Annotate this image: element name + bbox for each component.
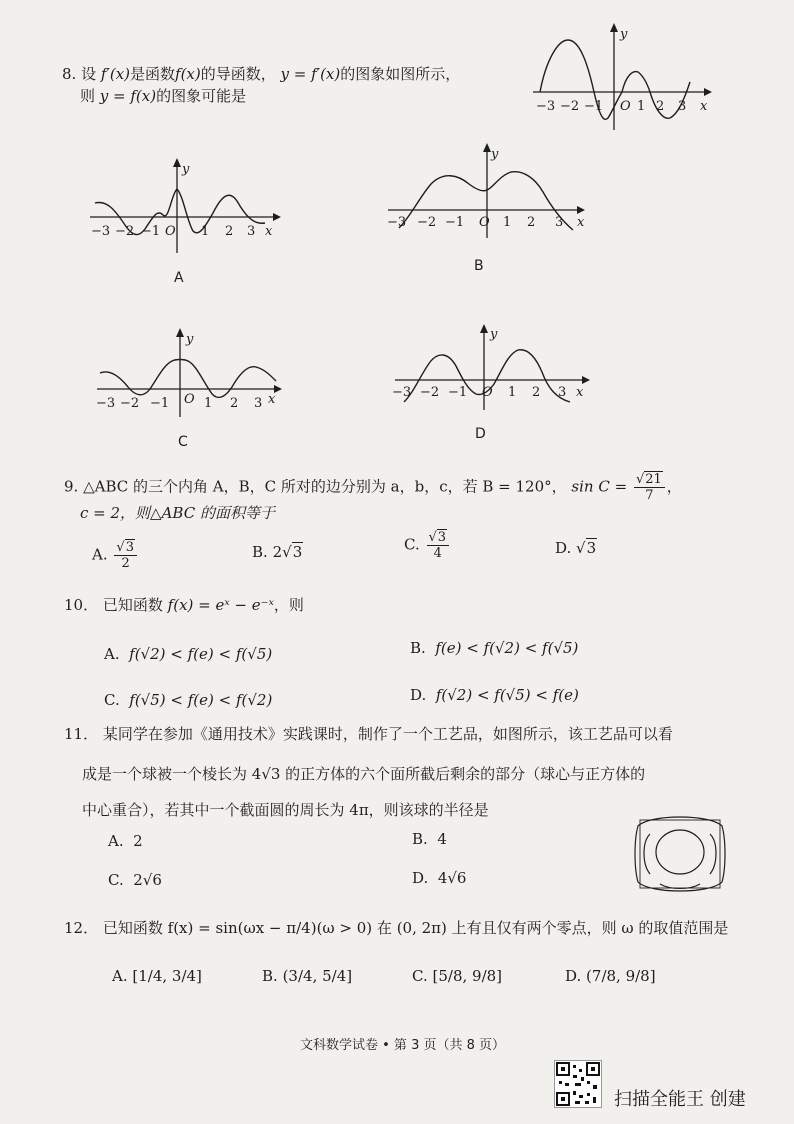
tick-label: −2: [420, 385, 440, 400]
tick-label: −1: [141, 224, 161, 239]
option-value: 2: [272, 543, 283, 561]
option-letter: A.: [112, 967, 128, 985]
page-footer: 文科数学试卷 • 第 3 页（共 8 页）: [300, 1038, 506, 1053]
axis-x-label: x: [265, 224, 273, 239]
q10-option-d[interactable]: [410, 685, 579, 705]
axis-y-label: y: [182, 162, 190, 177]
option-text: 2√6: [133, 871, 162, 889]
tick-label: 1: [201, 224, 210, 239]
q11-option-b[interactable]: [412, 829, 447, 849]
q11-number: 11．: [64, 725, 99, 743]
option-a-graph: [85, 155, 285, 255]
axis-y-label: y: [620, 27, 628, 42]
option-letter: A.: [104, 645, 120, 663]
option-text: [1/4, 3/4]: [132, 967, 202, 985]
origin-label: O: [482, 385, 493, 400]
q9-option-d[interactable]: D. √3: [555, 539, 597, 557]
q9-sin-label: sin C =: [571, 477, 628, 496]
tick-label: 3: [678, 99, 687, 114]
q12-option-d[interactable]: [565, 966, 656, 986]
tick-label: −3: [387, 215, 407, 230]
axis-x-label: x: [577, 215, 585, 230]
tick-label: −3: [536, 99, 556, 114]
q8-text: 是函数: [130, 65, 176, 83]
axis-x-label: x: [268, 392, 276, 407]
q11-text: 某同学在参加《通用技术》实践课时，制作了一个工艺品，如图所示，该工艺品可以看: [102, 725, 673, 743]
tick-label: −2: [115, 224, 135, 239]
q8-text: 则: [80, 87, 96, 105]
option-c-graph: [92, 325, 292, 420]
option-d-label[interactable]: D: [475, 426, 486, 442]
tick-label: 1: [637, 99, 646, 114]
tick-label: 3: [555, 215, 564, 230]
q10-text: 已知函数: [102, 596, 163, 614]
q8-text: 设: [81, 65, 97, 83]
fraction-numerator: 3: [125, 540, 134, 555]
tick-label: 2: [527, 215, 536, 230]
option-letter: A.: [92, 545, 108, 564]
q10-stem: [64, 595, 304, 615]
tick-label: 2: [656, 99, 665, 114]
option-text: (7/8, 9/8]: [586, 967, 656, 985]
option-text: f(√2) < f(√5) < f(e): [435, 686, 579, 704]
camscanner-watermark: 扫描全能王 创建: [614, 1089, 746, 1110]
q8-line1: [62, 64, 460, 84]
option-c-label[interactable]: C: [178, 434, 188, 450]
tick-label: −2: [120, 396, 140, 411]
tick-label: −2: [417, 215, 437, 230]
tick-label: −1: [445, 215, 465, 230]
q12-number: 12．: [64, 919, 99, 937]
q9-line1: 9. △ABC 的三个内角 A，B，C 所对的边分别为 a，b，c，若 B = 120°， sin C = $\frac{√21}{7}$ ，: [64, 472, 682, 503]
tick-label: 3: [254, 396, 263, 411]
fraction-numerator: 21: [645, 472, 662, 487]
tick-label: 3: [558, 385, 567, 400]
option-letter: B.: [412, 830, 428, 848]
tick-label: −2: [560, 99, 580, 114]
origin-label: O: [184, 392, 195, 407]
sphere-cube-figure: [630, 812, 730, 896]
q12-text: 已知函数 f(x) = sin(ωx − π/4)(ω > 0) 在 (0, 2π) 上有且仅有两个零点，则 ω 的取值范围是: [102, 919, 729, 937]
option-text: 4: [437, 830, 447, 848]
q9-option-c[interactable]: C. $\frac{√3}{4}$: [404, 530, 451, 561]
derivative-graph: [528, 20, 718, 135]
q9-sin-fraction: $\frac{√21}{7}$: [634, 472, 665, 503]
tick-label: −1: [150, 396, 170, 411]
option-letter: B.: [410, 639, 426, 657]
tick-label: 3: [247, 224, 256, 239]
option-text: 4√6: [437, 869, 467, 887]
option-b-graph: [383, 140, 593, 240]
option-text: f(e) < f(√2) < f(√5): [435, 639, 579, 657]
q10-option-a[interactable]: [104, 644, 272, 664]
axis-y-label: y: [491, 147, 499, 162]
q8-math: f(x): [175, 65, 201, 83]
q11-line3: [82, 800, 489, 820]
q9-option-a[interactable]: A. $\frac{√3}{2}$: [92, 540, 139, 571]
q8-number: 8.: [62, 65, 77, 83]
q11-line1: [64, 724, 673, 744]
q8-text: 的导函数，: [200, 65, 276, 83]
option-letter: D.: [555, 539, 572, 557]
tick-label: −3: [392, 385, 412, 400]
q12-option-a[interactable]: [112, 966, 202, 986]
q9-option-b[interactable]: B. 2√3: [252, 543, 303, 561]
option-text: f(√2) < f(e) < f(√5): [129, 645, 273, 663]
option-d-graph: [390, 322, 600, 412]
tick-label: 1: [508, 385, 517, 400]
q11-option-a[interactable]: [108, 831, 143, 851]
option-a-label[interactable]: A: [174, 270, 184, 286]
option-letter: B.: [262, 967, 278, 985]
q9-line2: [80, 503, 275, 523]
q10-number: 10．: [64, 596, 99, 614]
option-letter: C.: [104, 691, 120, 709]
fraction-denominator: 2: [121, 556, 130, 571]
tick-label: 1: [204, 396, 213, 411]
tick-label: −3: [91, 224, 111, 239]
tick-label: −1: [584, 99, 604, 114]
option-letter: B.: [252, 543, 268, 561]
q8-text: 的图象如图所示，: [340, 65, 461, 83]
q8-math: y = f(x): [99, 87, 157, 105]
fraction-numerator: 3: [437, 530, 447, 545]
q9-number: 9.: [64, 477, 79, 496]
q12-stem: [64, 918, 728, 938]
option-letter: D.: [410, 686, 427, 704]
q10-math: f(x) = eˣ − e⁻ˣ: [167, 596, 274, 614]
q8-math: y = f′(x): [280, 65, 341, 83]
option-radicand: 3: [292, 543, 303, 561]
q11-option-c[interactable]: [108, 870, 162, 890]
q9-text: △ABC 的三个内角 A，B，C 所对的边分别为 a，b，c，若 B = 120°，: [83, 477, 567, 496]
option-text: 2: [133, 832, 143, 850]
q9-options: [92, 530, 672, 580]
tick-label: 2: [532, 385, 541, 400]
fraction-denominator: 7: [645, 488, 654, 503]
q11-option-d[interactable]: [412, 868, 466, 888]
axis-y-label: y: [490, 327, 498, 342]
tick-label: −3: [96, 396, 116, 411]
option-radicand: 3: [586, 539, 597, 557]
option-letter: C.: [108, 871, 124, 889]
tick-label: 2: [230, 396, 239, 411]
axis-y-label: y: [186, 332, 194, 347]
axis-x-label: x: [700, 99, 708, 114]
q8-text: 的图象可能是: [156, 87, 247, 105]
axis-x-label: x: [576, 385, 584, 400]
q8-math: f′(x): [100, 65, 131, 83]
q11-text: 中心重合），若其中一个截面圆的周长为 4π，则该球的半径是: [82, 801, 489, 819]
option-letter: D.: [412, 869, 429, 887]
option-letter: C.: [412, 967, 428, 985]
origin-label: O: [620, 99, 631, 114]
q10-option-c[interactable]: [104, 690, 272, 710]
option-letter: C.: [404, 535, 420, 554]
tick-label: 2: [225, 224, 234, 239]
tick-label: 1: [503, 215, 512, 230]
qr-code-icon[interactable]: [554, 1060, 602, 1108]
q10-text: ，则: [273, 596, 304, 614]
tick-label: −1: [448, 385, 468, 400]
q8-line2: [80, 86, 246, 106]
origin-label: O: [165, 224, 176, 239]
option-text: (3/4, 5/4]: [282, 967, 353, 985]
option-text: f(√5) < f(e) < f(√2): [129, 691, 273, 709]
option-letter: D.: [565, 967, 582, 985]
q12-option-b[interactable]: [262, 966, 352, 986]
q11-text: 成是一个球被一个棱长为 4√3 的正方体的六个面所截后剩余的部分（球心与正方体的: [82, 765, 646, 783]
q9-text: c = 2，则△ABC 的面积等于: [80, 504, 275, 522]
q11-line2: [82, 764, 645, 784]
option-b-label[interactable]: B: [474, 258, 484, 274]
option-letter: A.: [108, 832, 124, 850]
q12-option-c[interactable]: [412, 966, 502, 986]
origin-label: O: [479, 215, 490, 230]
q10-option-b[interactable]: [410, 638, 578, 658]
option-text: [5/8, 9/8]: [432, 967, 503, 985]
fraction-denominator: 4: [433, 546, 442, 561]
